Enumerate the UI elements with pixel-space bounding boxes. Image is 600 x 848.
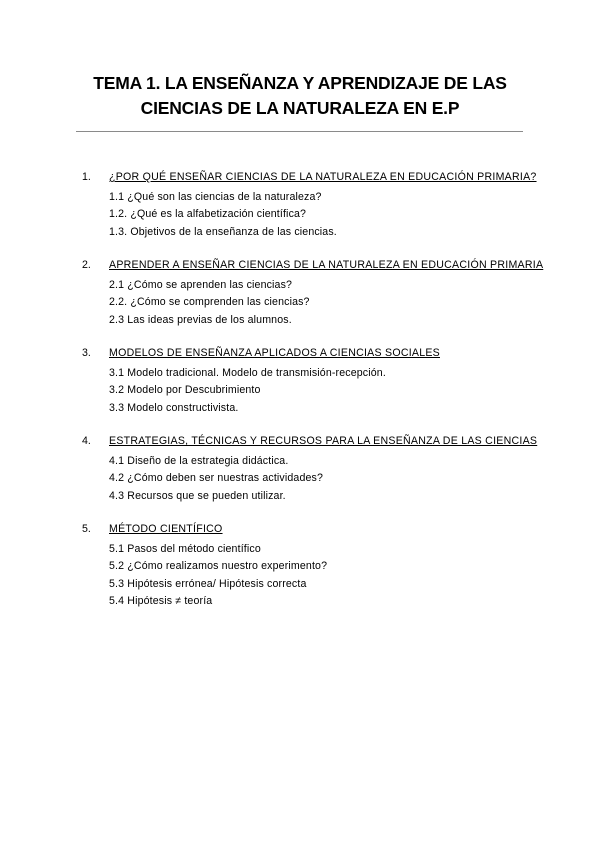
subsection-item: 1.2. ¿Qué es la alfabetización científica?	[109, 208, 307, 220]
section-heading	[82, 259, 552, 277]
section-number: 2.	[82, 259, 91, 271]
section-heading	[82, 347, 552, 365]
subsection-list	[82, 453, 552, 506]
toc-section	[82, 523, 552, 611]
section-heading	[82, 171, 552, 189]
subsection-item: 4.2 ¿Cómo deben ser nuestras actividades?	[109, 472, 324, 484]
toc-section	[82, 347, 552, 417]
subsection-item: 1.1 ¿Qué son las ciencias de la naturaleza?	[109, 190, 322, 203]
toc-section	[82, 435, 552, 505]
section-title: ¿POR QUÉ ENSEÑAR CIENCIAS DE LA NATURALEZA EN EDUCACIÓN PRIMARIA?	[109, 171, 537, 183]
section-title: ESTRATEGIAS, TÉCNICAS Y RECURSOS PARA LA ENSEÑANZA DE LAS CIENCIAS	[109, 435, 538, 447]
section-heading	[82, 523, 552, 541]
subsection-item: 2.1 ¿Cómo se aprenden las ciencias?	[109, 278, 293, 291]
subsection-item: 3.3 Modelo constructivista.	[109, 401, 239, 414]
section-number: 1.	[82, 171, 91, 183]
subsection-item: 2.2. ¿Cómo se comprenden las ciencias?	[109, 296, 310, 308]
toc-section	[82, 259, 552, 329]
subsection-item: 5.3 Hipótesis errónea/ Hipótesis correcta	[109, 577, 307, 590]
subsection-list	[82, 365, 552, 418]
section-number: 5.	[82, 523, 91, 535]
section-heading	[82, 435, 552, 453]
subsection-item: 4.3 Recursos que se pueden utilizar.	[109, 489, 286, 502]
subsection-item: 5.1 Pasos del método científico	[109, 542, 261, 555]
page-title	[60, 71, 540, 121]
title-line-2: CIENCIAS DE LA NATURALEZA EN E.P	[140, 98, 460, 118]
subsection-item: 5.4 Hipótesis ≠ teoría	[109, 595, 213, 607]
section-number: 3.	[82, 347, 91, 359]
subsection-list	[82, 277, 552, 330]
title-divider	[76, 131, 523, 132]
section-number: 4.	[82, 435, 91, 447]
subsection-item: 1.3. Objetivos de la enseñanza de las ciencias.	[109, 225, 337, 238]
section-title: MODELOS DE ENSEÑANZA APLICADOS A CIENCIAS SOCIALES	[109, 347, 440, 359]
title-line-1: TEMA 1. LA ENSEÑANZA Y APRENDIZAJE DE LAS	[93, 73, 507, 93]
subsection-item: 5.2 ¿Cómo realizamos nuestro experimento?	[109, 560, 328, 572]
subsection-item: 2.3 Las ideas previas de los alumnos.	[109, 313, 292, 326]
subsection-list	[82, 189, 552, 242]
table-of-contents	[82, 171, 552, 629]
section-title: APRENDER A ENSEÑAR CIENCIAS DE LA NATURALEZA EN EDUCACIÓN PRIMARIA	[109, 259, 544, 271]
subsection-list	[82, 541, 552, 611]
toc-section	[82, 171, 552, 241]
subsection-item: 4.1 Diseño de la estrategia didáctica.	[109, 454, 289, 467]
subsection-item: 3.1 Modelo tradicional. Modelo de transmisión-recepción.	[109, 366, 386, 379]
subsection-item: 3.2 Modelo por Descubrimiento	[109, 384, 261, 396]
section-title: MÉTODO CIENTÍFICO	[109, 523, 223, 535]
